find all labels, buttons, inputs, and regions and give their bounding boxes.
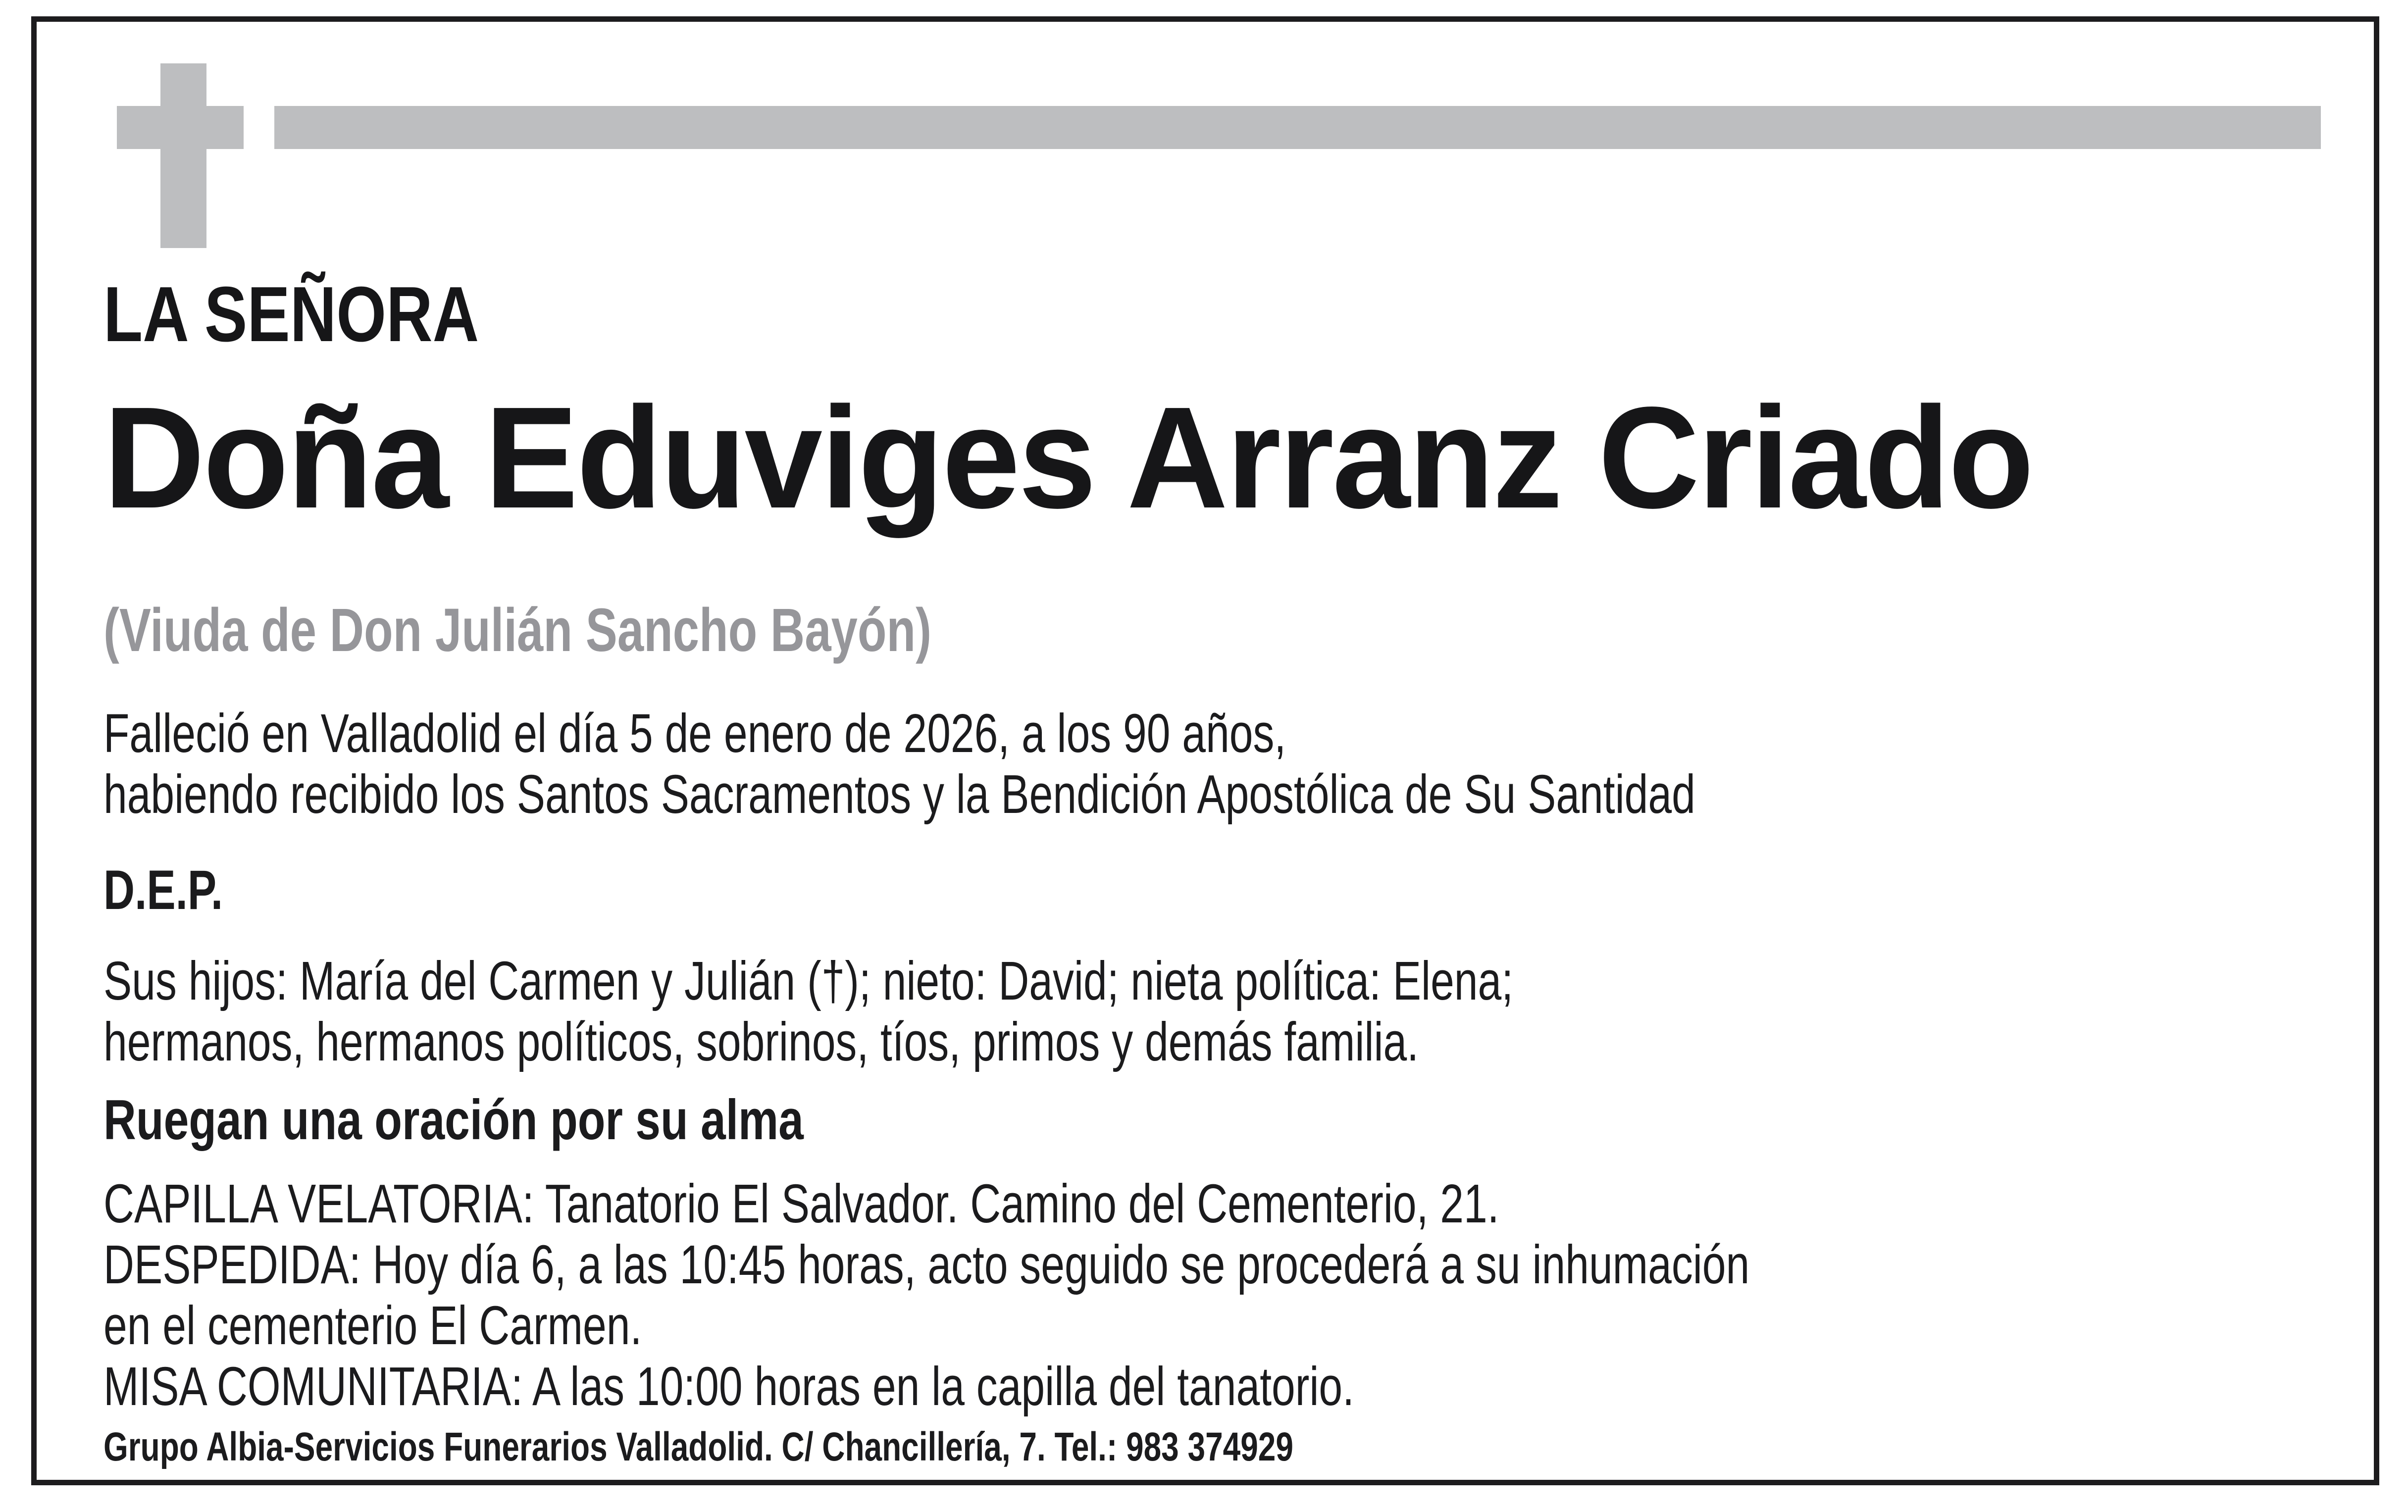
cross-icon-horizontal-bar (117, 106, 244, 149)
family-info (103, 951, 1911, 1072)
text-line: DESPEDIDA: Hoy día 6, a las 10:45 horas, acto seguido se procederá a su inhumación (103, 1234, 1750, 1295)
cross-icon-vertical-bar (160, 63, 206, 248)
notice-frame (31, 16, 2379, 1485)
funeral-home-line: Grupo Albia-Servicios Funerarios Valladolid. C/ Chancillería, 7. Tel.: 983 374929 (103, 1424, 1293, 1469)
text-line: habiendo recibido los Santos Sacramentos y la Bendición Apostólica de Su Santidad (103, 764, 1695, 825)
text-line: Falleció en Valladolid el día 5 de enero de 2026, a los 90 años, (103, 703, 1286, 764)
text-line: en el cementerio El Carmen. (103, 1295, 642, 1356)
deceased-subtitle: (Viuda de Don Julián Sancho Bayón) (103, 597, 932, 664)
text-line: hermanos, hermanos políticos, sobrinos, tíos, primos y demás familia. (103, 1011, 1419, 1072)
text-line: MISA COMUNITARIA: A las 10:00 horas en la capilla del tanatorio. (103, 1356, 1354, 1417)
prayer-line: Ruegan una oración por su alma (103, 1089, 804, 1152)
dep-abbreviation: D.E.P. (103, 859, 223, 921)
schedule-info (103, 1173, 2214, 1417)
deceased-name: Doña Eduviges Arranz Criado (103, 377, 2033, 538)
header-rule (274, 106, 2321, 149)
text-line: Sus hijos: María del Carmen y Julián (†); nieto: David; nieta política: Elena; (103, 951, 1514, 1011)
death-info (103, 703, 2145, 825)
pre-title: LA SEÑORA (103, 271, 479, 358)
text-line: CAPILLA VELATORIA: Tanatorio El Salvador. Camino del Cementerio, 21. (103, 1173, 1499, 1234)
